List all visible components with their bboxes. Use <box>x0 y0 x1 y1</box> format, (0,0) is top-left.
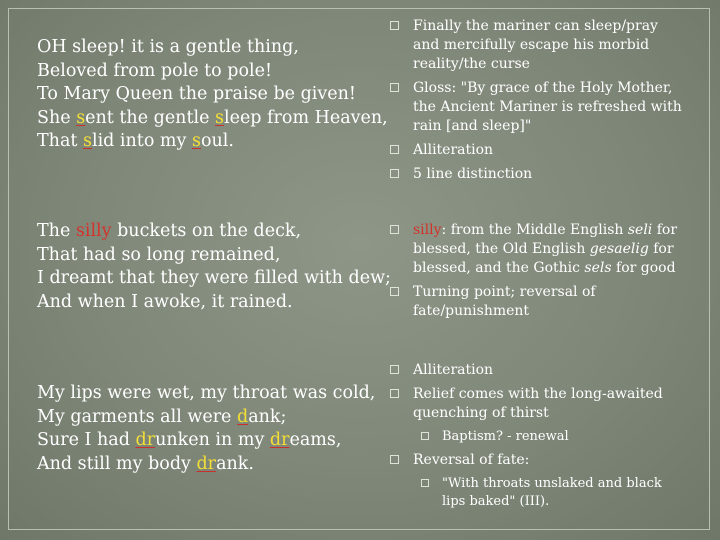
poem-line <box>37 382 375 406</box>
text-run: gesaelig <box>589 241 649 257</box>
bullet-item <box>386 451 686 470</box>
text-run: Baptism? - renewal <box>442 429 569 444</box>
bullet-box-icon <box>390 21 399 30</box>
poem-line <box>37 60 388 84</box>
alliteration-highlight: dr <box>135 430 156 450</box>
text-run: ank; <box>248 406 287 427</box>
text-run: "With throats unslaked and black lips baked" (III). <box>442 476 662 509</box>
poem-line <box>37 406 375 430</box>
text-run: buckets on the deck, <box>111 221 302 241</box>
poem-line <box>37 429 375 453</box>
notes-group-1 <box>386 17 686 189</box>
text-run: Turning point; reversal of fate/punishment <box>413 284 596 319</box>
bullet-item <box>386 79 686 136</box>
text-run: for blessed, and the Gothic <box>413 241 674 276</box>
alliteration-highlight: s <box>82 131 92 151</box>
bullet-box-icon <box>390 169 399 178</box>
text-run: OH sleep! it is a gentle thing, <box>37 37 299 57</box>
text-run: leep from Heaven, <box>223 107 388 128</box>
bullet-box-icon <box>390 83 399 92</box>
text-run: Beloved from pole to pole! <box>37 60 273 81</box>
bullet-box-icon <box>390 389 399 398</box>
highlighted-word: silly <box>75 221 112 241</box>
text-run: oul. <box>200 131 234 151</box>
text-run: And still my body <box>37 453 197 474</box>
poem-line <box>37 244 391 268</box>
text-run: That <box>37 131 83 151</box>
poem-line <box>37 267 391 291</box>
bullet-item <box>386 221 686 278</box>
notes-group-2 <box>386 221 686 326</box>
text-run: for good <box>611 260 676 276</box>
alliteration-highlight: s <box>215 107 224 128</box>
bullet-box-icon <box>390 455 399 464</box>
poem-line <box>37 130 388 154</box>
text-run: eams, <box>289 430 342 450</box>
poem-line <box>37 107 388 131</box>
text-run: My lips were wet, my throat was cold, <box>37 383 376 403</box>
text-run: Alliteration <box>413 142 494 158</box>
alliteration-highlight: s <box>76 107 86 128</box>
sub-bullet-item <box>386 475 686 511</box>
bullet-box-icon <box>421 479 429 487</box>
poem-line <box>37 220 391 244</box>
bullet-box-icon <box>390 287 399 296</box>
alliteration-highlight: dr <box>196 453 217 474</box>
text-run: And when I awoke, it rained. <box>37 291 293 312</box>
text-run: seli <box>627 222 653 238</box>
text-run: : from the Middle English <box>441 222 628 238</box>
bullet-box-icon <box>390 145 399 154</box>
text-run: Alliteration <box>413 362 494 378</box>
alliteration-highlight: d <box>236 406 249 427</box>
bullet-box-icon <box>421 432 429 440</box>
text-run: ent the gentle <box>85 107 215 128</box>
text-run: Sure I had <box>37 430 136 450</box>
alliteration-highlight: dr <box>269 430 290 450</box>
bullet-item <box>386 283 686 321</box>
stanza-1 <box>37 36 388 154</box>
bullet-item <box>386 141 686 160</box>
bullet-item <box>386 17 686 74</box>
bullet-item <box>386 361 686 380</box>
text-run: Relief comes with the long-awaited quenching of thirst <box>413 386 663 421</box>
poem-line <box>37 453 375 477</box>
text-run: Reversal of fate: <box>413 452 530 468</box>
highlighted-word: silly <box>413 222 442 238</box>
text-run: That had so long remained, <box>37 244 281 265</box>
sub-bullet-item <box>386 428 686 446</box>
text-run: I dreamt that they were filled with dew; <box>37 268 391 288</box>
text-run: To Mary Queen the praise be given! <box>37 84 356 104</box>
text-run: Gloss: "By grace of the Holy Mother, the Ancient Mariner is refreshed with rain [and sleep]" <box>413 80 682 134</box>
bullet-box-icon <box>390 225 399 234</box>
text-run: unken in my <box>155 430 270 450</box>
poem-line <box>37 291 391 315</box>
text-run: ank. <box>216 453 254 474</box>
text-run: for blessed, the Old English <box>413 222 678 257</box>
bullet-item <box>386 385 686 423</box>
text-run: Finally the mariner can sleep/pray and mercifully escape his morbid reality/the curse <box>413 18 658 72</box>
bullet-item <box>386 165 686 184</box>
stanza-2 <box>37 220 391 314</box>
bullet-box-icon <box>390 365 399 374</box>
text-run: 5 line distinction <box>413 166 533 182</box>
alliteration-highlight: s <box>191 131 201 151</box>
stanza-3 <box>37 382 375 476</box>
text-run: My garments all were <box>37 406 237 427</box>
notes-group-3 <box>386 361 686 516</box>
text-run: lid into my <box>91 131 192 151</box>
text-run: She <box>37 107 77 128</box>
poem-line <box>37 36 388 60</box>
poem-line <box>37 83 388 107</box>
text-run: sels <box>584 260 612 276</box>
text-run: The <box>37 221 76 241</box>
